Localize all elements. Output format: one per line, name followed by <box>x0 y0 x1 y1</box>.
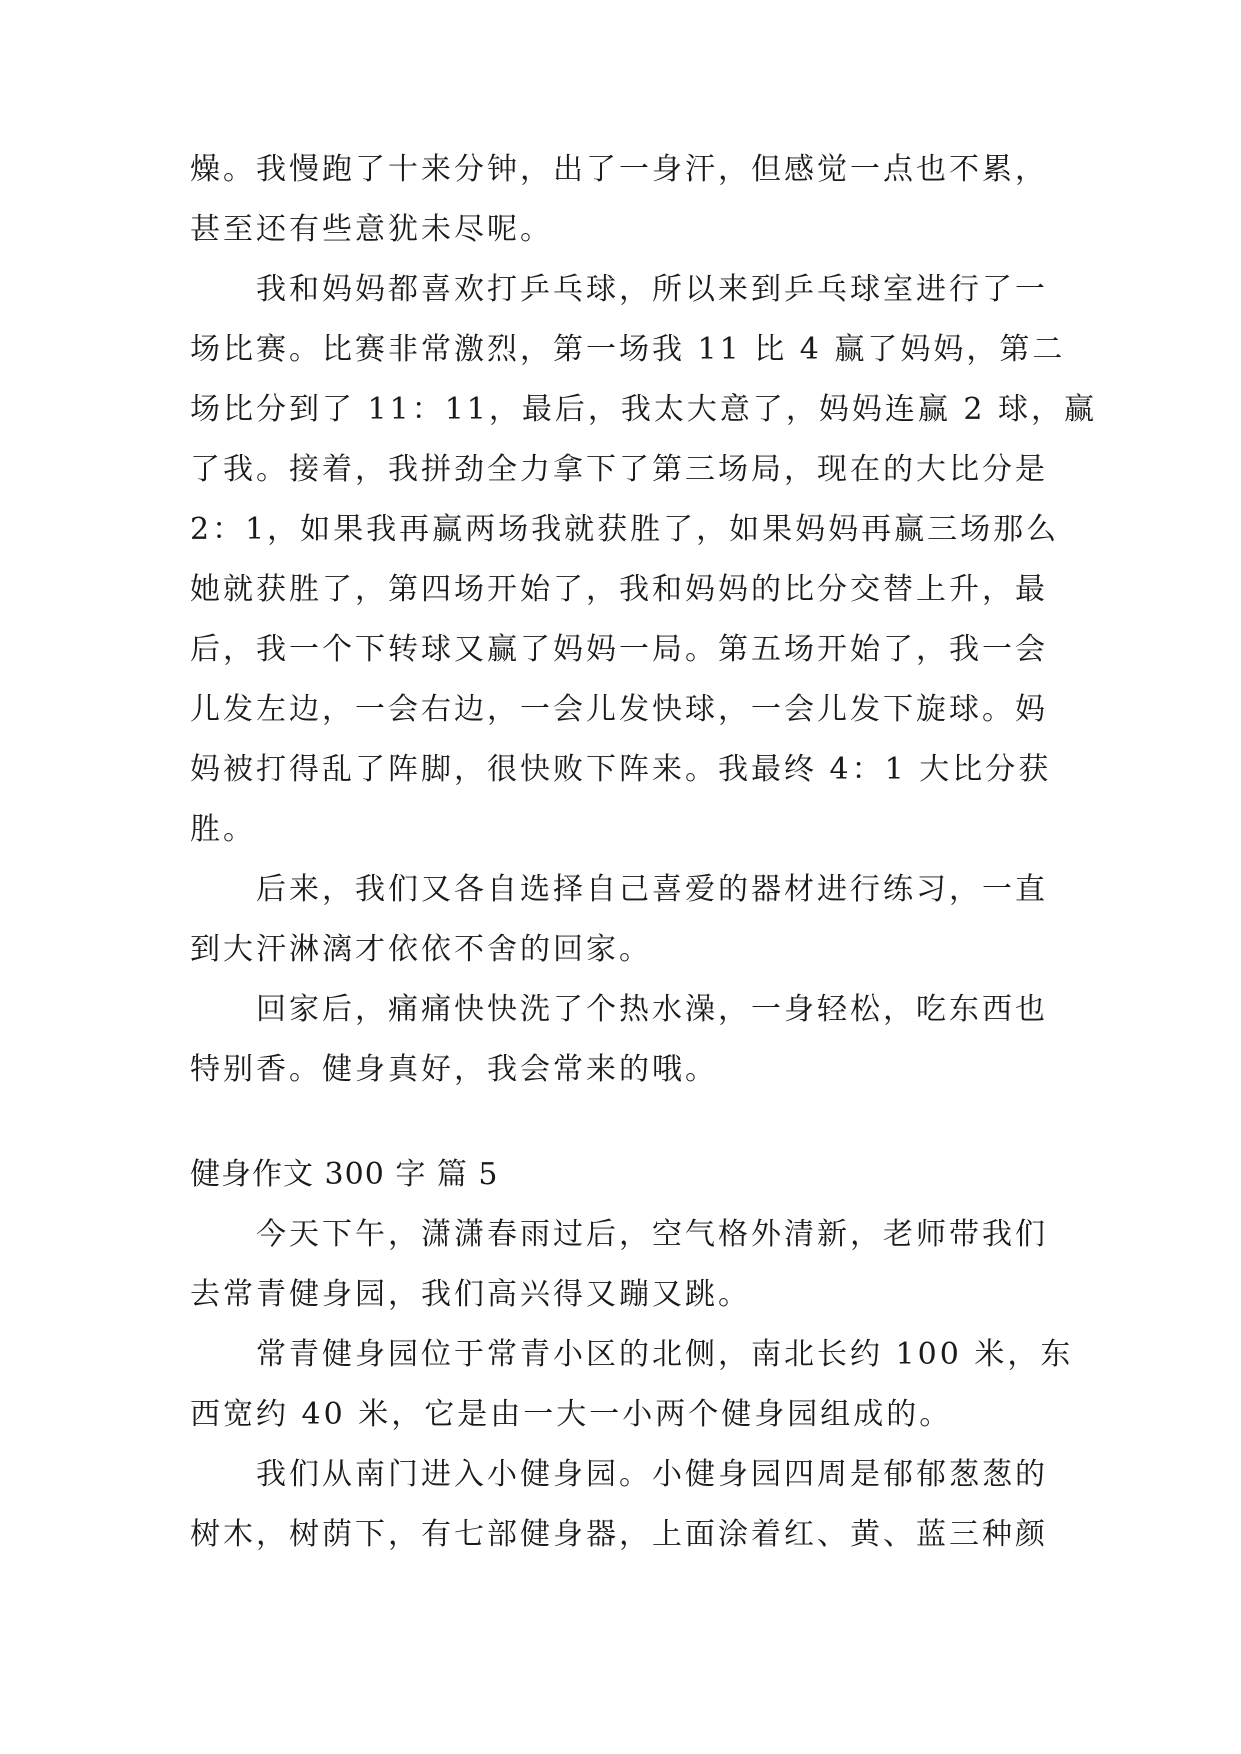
paragraph-line: 妈被打得乱了阵脚，很快败下阵来。我最终 4：1 大比分获 <box>190 752 1052 787</box>
paragraph-first-line: 常青健身园位于常青小区的北侧，南北长约 100 米，东 <box>256 1337 1074 1372</box>
paragraph-line: 2：1，如果我再赢两场我就获胜了，如果妈妈再赢三场那么 <box>190 512 1060 547</box>
paragraph-line: 去常青健身园，我们高兴得又蹦又跳。 <box>190 1277 751 1312</box>
paragraph-first-line: 回家后，痛痛快快洗了个热水澡，一身轻松，吃东西也 <box>256 992 1048 1027</box>
paragraph-first-line: 我和妈妈都喜欢打乒乓球，所以来到乒乓球室进行了一 <box>256 272 1048 307</box>
paragraph-line: 树木，树荫下，有七部健身器，上面涂着红、黄、蓝三种颜 <box>190 1517 1048 1552</box>
paragraph-first-line: 我们从南门进入小健身园。小健身园四周是郁郁葱葱的 <box>256 1457 1048 1492</box>
paragraph-line: 到大汗淋漓才依依不舍的回家。 <box>190 932 652 967</box>
paragraph-line: 特别香。健身真好，我会常来的哦。 <box>190 1052 718 1087</box>
paragraph-line: 场比分到了 11：11，最后，我太大意了，妈妈连赢 2 球，赢 <box>190 392 1098 427</box>
paragraph-line: 甚至还有些意犹未尽呢。 <box>190 212 553 247</box>
paragraph-line: 场比赛。比赛非常激烈，第一场我 11 比 4 赢了妈妈，第二 <box>190 332 1066 367</box>
paragraph-line: 西宽约 40 米，它是由一大一小两个健身园组成的。 <box>190 1397 953 1432</box>
paragraph-first-line: 今天下午，潇潇春雨过后，空气格外清新，老师带我们 <box>256 1217 1048 1252</box>
paragraph-line: 她就获胜了，第四场开始了，我和妈妈的比分交替上升，最 <box>190 572 1048 607</box>
section-heading: 健身作文 300 字 篇 5 <box>190 1157 499 1192</box>
paragraph-first-line: 后来，我们又各自选择自己喜爱的器材进行练习，一直 <box>256 872 1048 907</box>
paragraph-line: 燥。我慢跑了十来分钟，出了一身汗，但感觉一点也不累， <box>190 152 1048 187</box>
paragraph-line: 胜。 <box>190 812 256 847</box>
paragraph-line: 后，我一个下转球又赢了妈妈一局。第五场开始了，我一会 <box>190 632 1048 667</box>
paragraph-line: 儿发左边，一会右边，一会儿发快球，一会儿发下旋球。妈 <box>190 692 1048 727</box>
paragraph-line: 了我。接着，我拼劲全力拿下了第三场局，现在的大比分是 <box>190 452 1048 487</box>
